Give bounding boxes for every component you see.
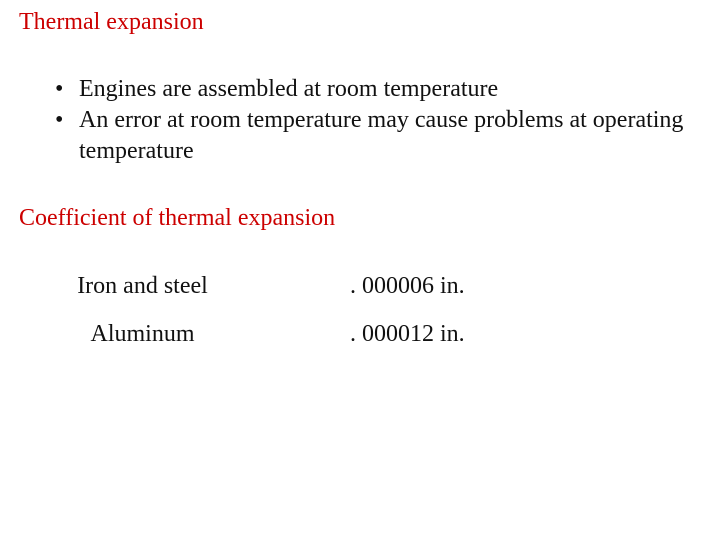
bullet-item	[55, 105, 695, 167]
material-name: Aluminum	[90, 321, 195, 347]
bullet-item	[55, 74, 695, 105]
section-title: Coefficient of thermal expansion	[19, 205, 336, 231]
coefficient-row	[40, 268, 520, 316]
bullet-list	[55, 74, 695, 167]
bullet-text: Engines are assembled at room temperature	[79, 76, 499, 102]
bullet-dot: •	[55, 107, 64, 133]
coefficient-row	[40, 316, 520, 364]
bullet-text: An error at room temperature may cause problems at operating temperature	[79, 107, 684, 164]
slide-title: Thermal expansion	[19, 9, 204, 35]
expansion-value: . 000012 in.	[350, 321, 465, 347]
coefficient-table	[40, 268, 520, 364]
material-name: Iron and steel	[77, 273, 208, 299]
bullet-dot: •	[55, 76, 64, 102]
expansion-value: . 000006 in.	[350, 273, 465, 299]
